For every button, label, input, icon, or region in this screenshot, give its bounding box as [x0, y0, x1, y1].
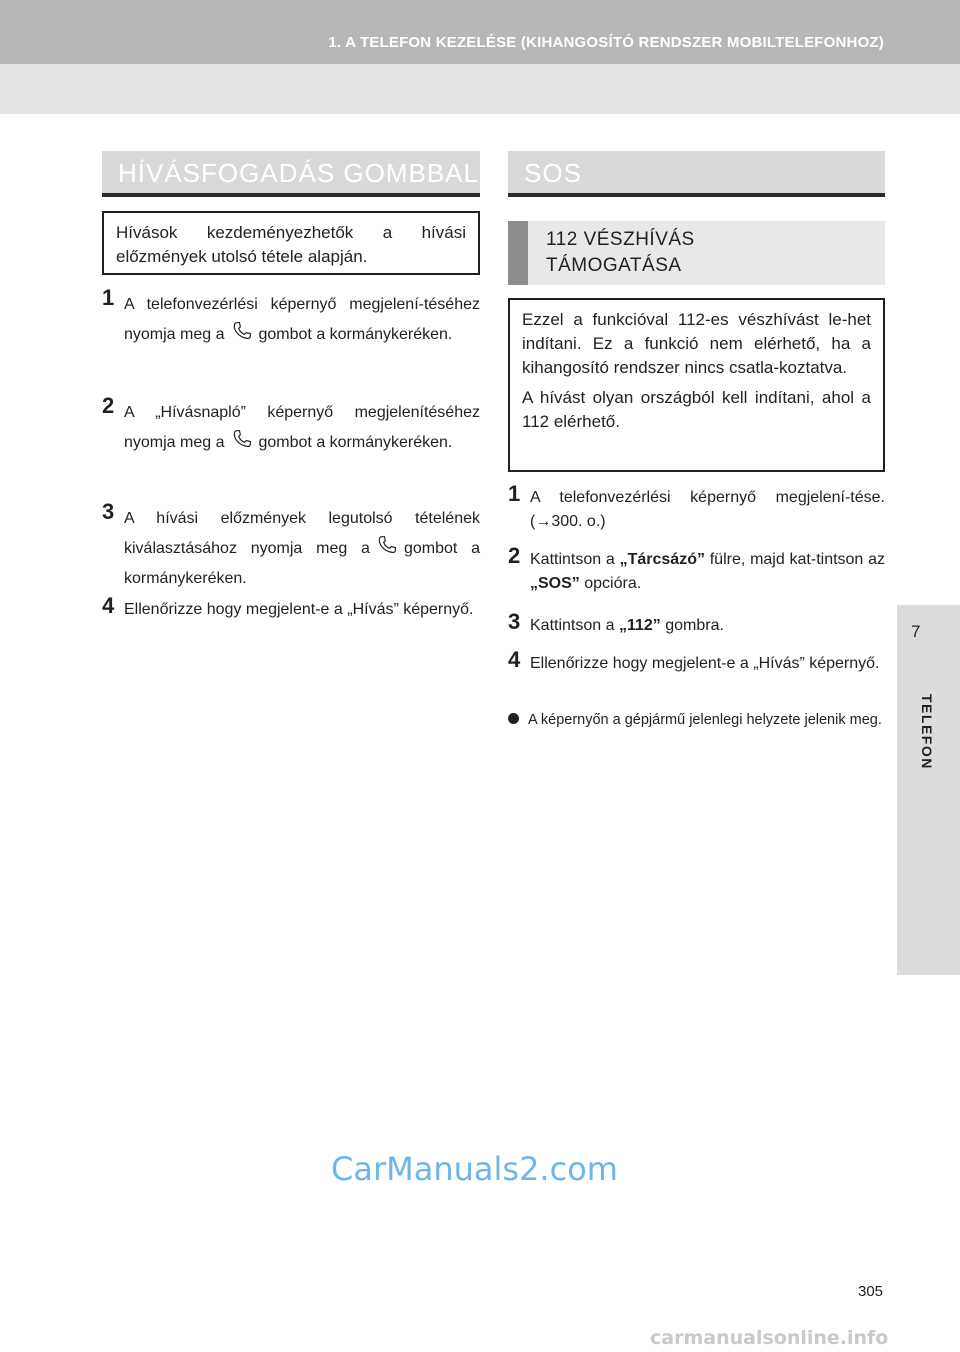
step-text: Ellenőrizze hogy megjelent-e a „Hívás” képernyő.	[530, 655, 880, 672]
right-step-3	[508, 609, 885, 644]
step-number: 4	[508, 647, 521, 672]
left-step-1	[102, 285, 480, 380]
subheading-marker	[508, 221, 528, 285]
chapter-label: TELEFON	[919, 694, 935, 770]
step-number: 2	[508, 543, 521, 568]
subheading-line-1: 112 VÉSZHÍVÁS	[546, 229, 695, 250]
subheading-text	[546, 227, 695, 279]
step-text-end: gombot a kormánykeréken.	[124, 540, 480, 587]
step-text: A telefonvezérlési képernyő megjelení-téséhez nyomja meg a	[124, 296, 480, 343]
subheading-112	[508, 221, 885, 285]
header-band	[0, 64, 960, 114]
step-text-post: gombra.	[665, 617, 724, 634]
chapter-title: 1. A TELEFON KEZELÉSE (KIHANGOSÍTÓ RENDSZER MOBILTELEFONHOZ)	[328, 34, 884, 51]
step-text: A hívási előzmények legutolsó tételének kiválasztásához nyomja meg a	[124, 510, 480, 557]
phone-icon	[231, 321, 253, 341]
info-paragraph-1: Ezzel a funkcióval 112-es vészhívást le-het indítani. Ez a funkció nem elérhető, ha a kihangosító rendszer nincs csatla-koztatva.	[522, 310, 871, 377]
intro-text: Hívások kezdeményezhetők a hívási előzmények utolsó tétele alapján.	[116, 223, 466, 266]
chapter-number: 7	[911, 622, 921, 641]
step-number: 1	[102, 285, 115, 310]
section-heading-text: HÍVÁSFOGADÁS GOMBBAL	[118, 158, 479, 188]
step-number: 3	[508, 609, 521, 634]
watermark: CarManuals2.com	[331, 1150, 618, 1188]
step-text-post: opcióra.	[584, 575, 642, 592]
intro-box	[102, 211, 480, 275]
left-step-2	[102, 393, 480, 488]
footer-site-watermark: carmanualsonline.info	[650, 1327, 889, 1349]
step-text-end: gombot a kormánykeréken.	[258, 326, 453, 343]
page-number: 305	[858, 1283, 884, 1300]
step-text	[530, 548, 885, 596]
right-step-4	[508, 647, 885, 706]
phone-icon	[231, 429, 253, 449]
option-name-sos: „SOS”	[530, 575, 580, 592]
step-text-pre: Kattintson a	[530, 617, 615, 634]
step-number: 2	[102, 393, 115, 418]
section-heading-sos	[508, 151, 885, 197]
section-heading-text: SOS	[524, 158, 582, 188]
step-number: 1	[508, 481, 521, 506]
left-step-4	[102, 593, 480, 654]
step-text-mid: fülre, majd kat-tintson az	[709, 551, 885, 568]
section-heading-call-button	[102, 151, 480, 197]
step-text	[530, 614, 885, 638]
step-text: A telefonvezérlési képernyő megjelení-tése. (→300. o.)	[530, 489, 885, 530]
header-bar	[0, 0, 960, 64]
phone-icon	[376, 535, 398, 555]
info-box	[508, 298, 885, 472]
tab-name-dialer: „Tárcsázó”	[619, 551, 705, 568]
step-text: Ellenőrizze hogy megjelent-e a „Hívás” képernyő.	[124, 601, 474, 618]
left-step-3	[102, 499, 480, 594]
right-step-2	[508, 543, 885, 602]
step-text-pre: Kattintson a	[530, 551, 615, 568]
step-number: 3	[102, 499, 115, 524]
subheading-line-2: TÁMOGATÁSA	[546, 255, 682, 276]
step-text: A „Hívásnapló” képernyő megjelenítéséhez nyomja meg a	[124, 404, 480, 451]
bullet-icon	[508, 713, 519, 724]
info-paragraph-2: A hívást olyan országból kell indítani, ahol a 112 elérhető.	[522, 388, 871, 431]
chapter-side-tab	[897, 605, 960, 975]
right-step-1	[508, 481, 885, 540]
bullet-text: A képernyőn a gépjármű jelenlegi helyzete jelenik meg.	[528, 712, 882, 728]
step-text-end: gombot a kormánykeréken.	[258, 434, 453, 451]
button-name-112: „112”	[618, 617, 661, 634]
step-number: 4	[102, 593, 115, 618]
